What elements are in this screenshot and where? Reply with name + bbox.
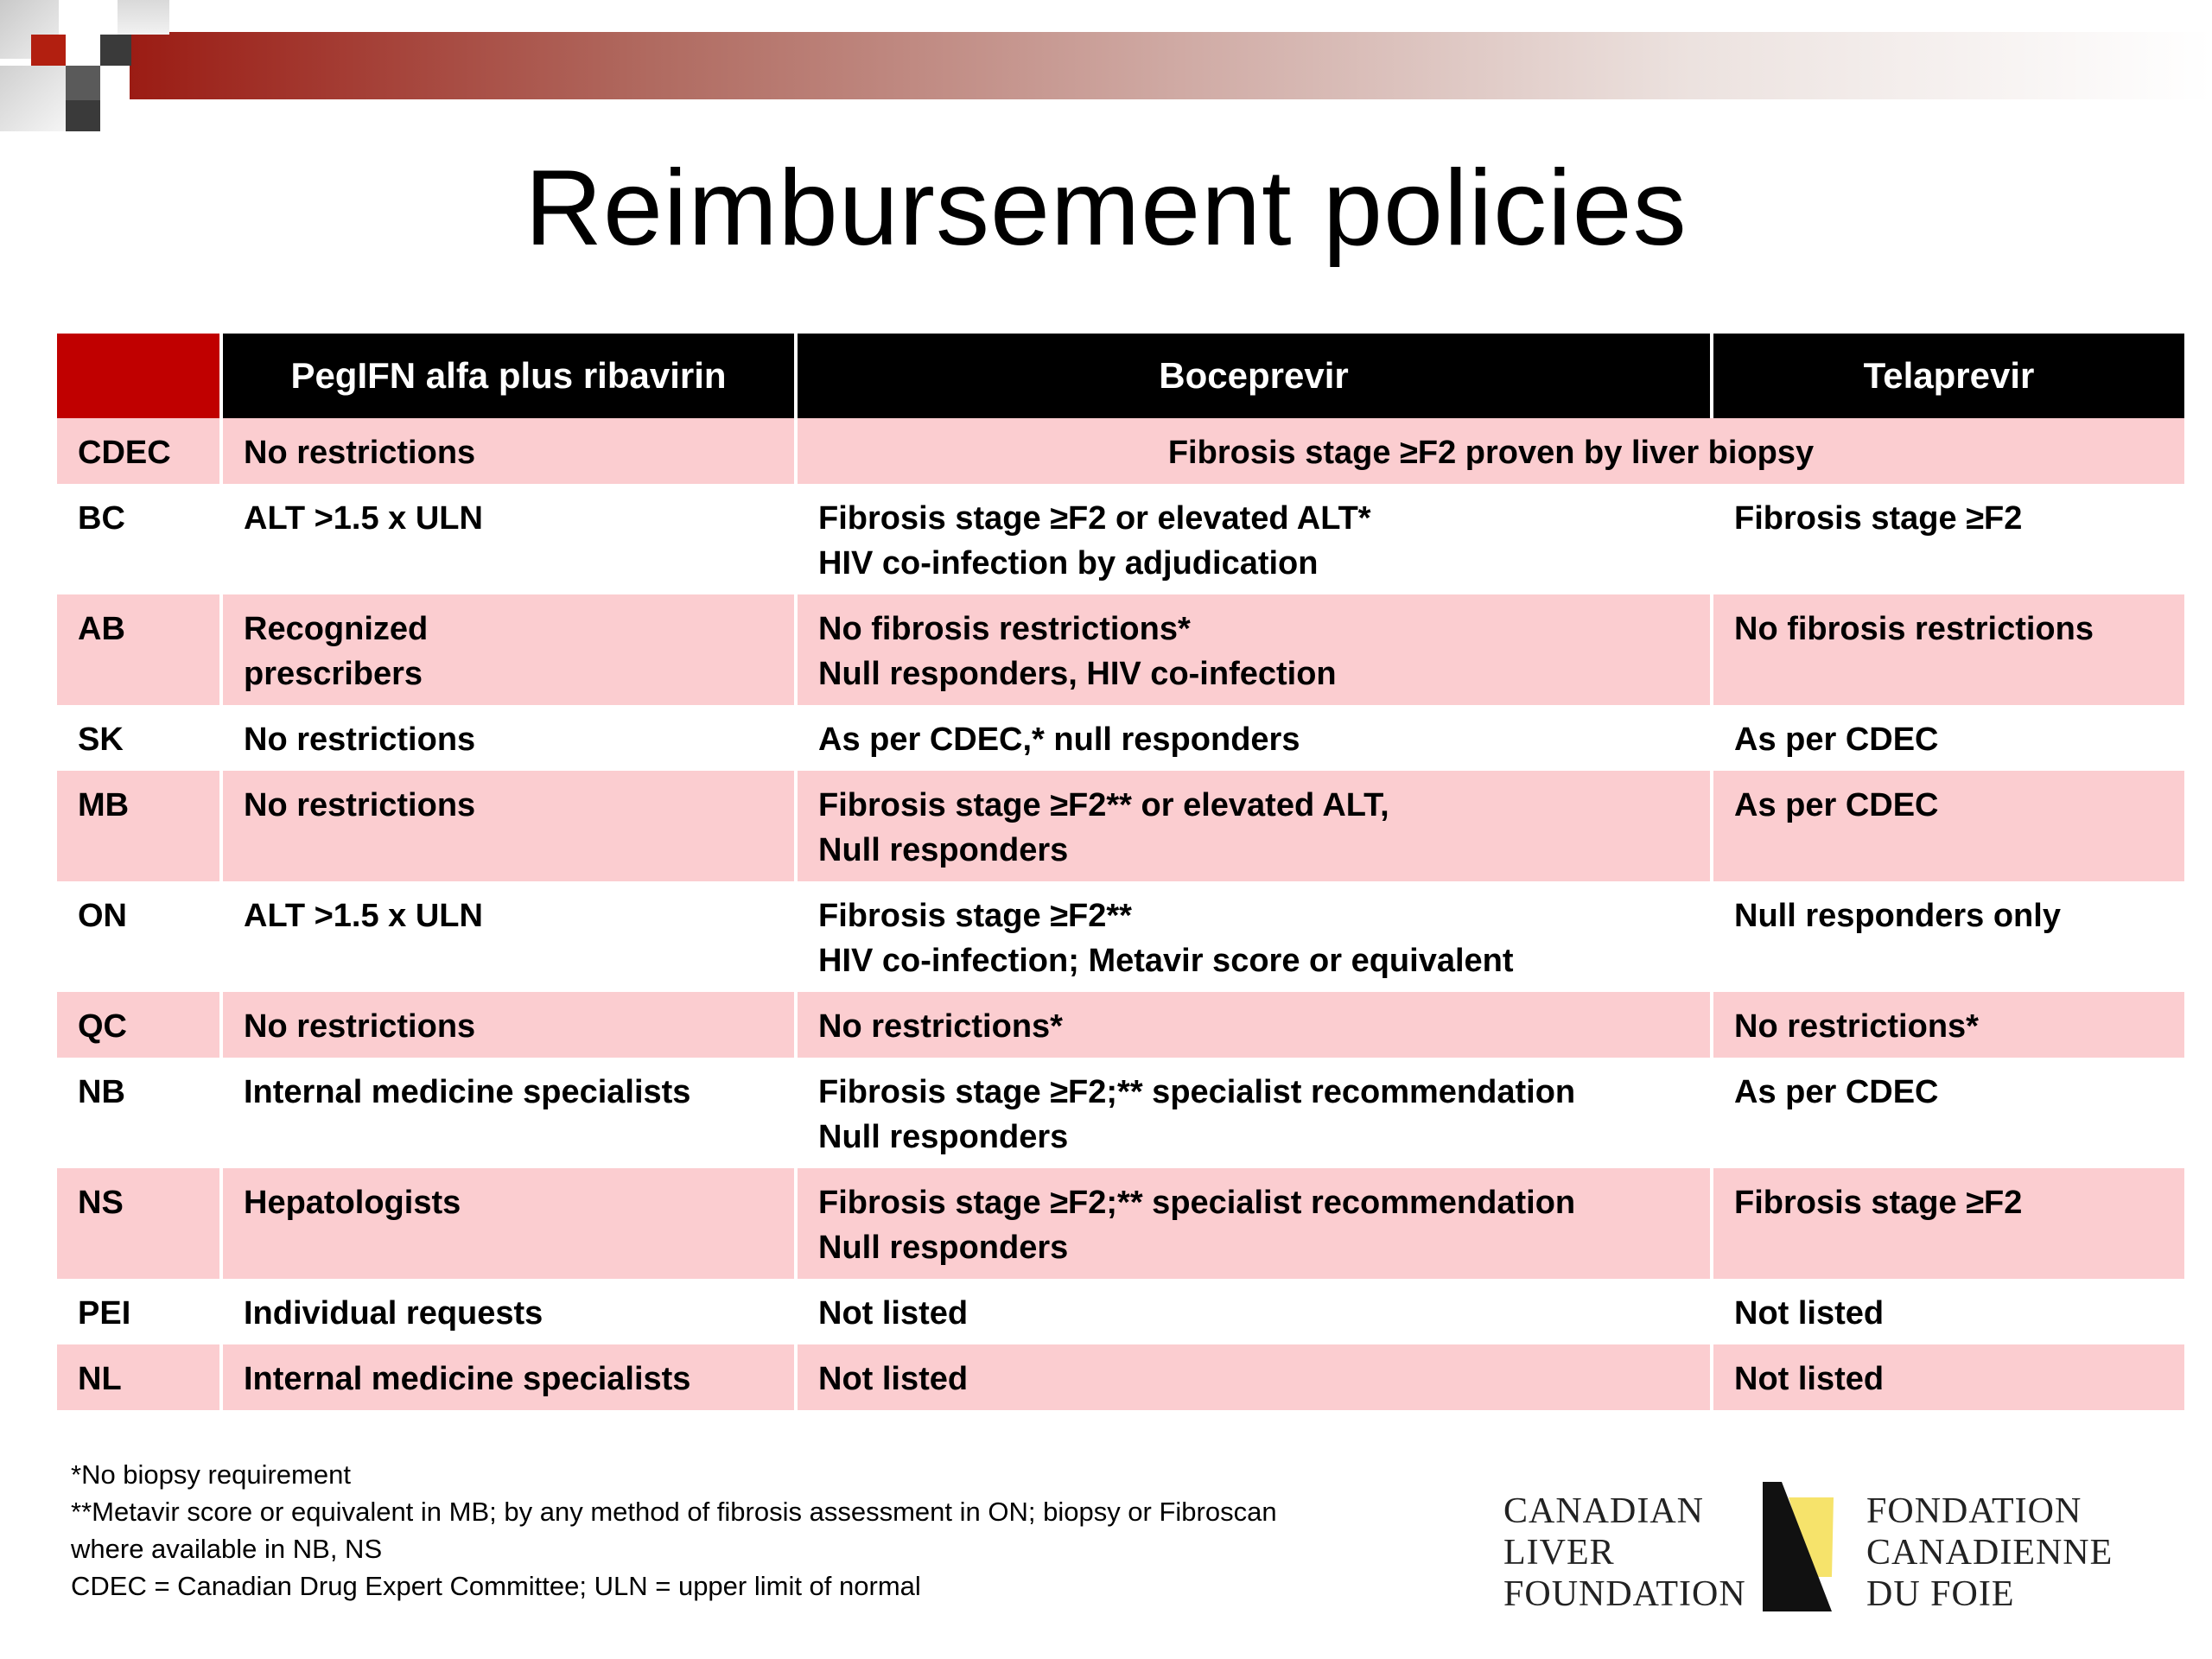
title-decoration-band bbox=[130, 32, 2212, 99]
pegifn-cell bbox=[221, 594, 796, 705]
header-pegifn: PegIFN alfa plus ribavirin bbox=[221, 334, 796, 418]
table-header-row bbox=[57, 334, 2184, 418]
footnote: *No biopsy requirement bbox=[71, 1459, 351, 1490]
header-corner-cell bbox=[57, 334, 221, 418]
province-code-cell: BC bbox=[57, 484, 221, 594]
telaprevir-cell bbox=[1712, 1279, 2184, 1344]
cell-text-line: No restrictions bbox=[244, 435, 476, 471]
cell-text-line: No restrictions* bbox=[818, 1008, 1063, 1045]
table-row bbox=[57, 992, 2184, 1058]
cell-text-line: ALT >1.5 x ULN bbox=[244, 500, 483, 537]
telaprevir-cell bbox=[1712, 1168, 2184, 1279]
cell-text-line: Internal medicine specialists bbox=[244, 1074, 691, 1110]
pegifn-cell bbox=[221, 1279, 796, 1344]
cell-text-line: No restrictions* bbox=[1734, 1008, 1979, 1045]
cell-text-line: As per CDEC bbox=[1734, 787, 1939, 823]
telaprevir-cell bbox=[1712, 1058, 2184, 1168]
province-code-cell: SK bbox=[57, 705, 221, 771]
cell-text-line: Null responders only bbox=[1734, 898, 2061, 934]
logo-french-text bbox=[1866, 1491, 2113, 1615]
province-code-cell: CDEC bbox=[57, 418, 221, 484]
cell-text-line: Null responders, HIV co-infection bbox=[818, 656, 1337, 692]
header-telaprevir: Telaprevir bbox=[1712, 334, 2184, 418]
cell-text-line: No restrictions bbox=[244, 1008, 476, 1045]
province-code-cell: NS bbox=[57, 1168, 221, 1279]
liver-logo-mark-icon bbox=[1763, 1482, 1849, 1611]
pegifn-cell bbox=[221, 771, 796, 881]
logo-text-line: LIVER bbox=[1503, 1533, 1615, 1573]
footnote: **Metavir score or equivalent in MB; by any method of fibrosis assessment in ON; biopsy or Fibroscan bbox=[71, 1497, 1277, 1527]
telaprevir-cell bbox=[1712, 705, 2184, 771]
cell-text-line: Individual requests bbox=[244, 1295, 543, 1332]
table-row bbox=[57, 418, 2184, 484]
table-row bbox=[57, 1344, 2184, 1410]
boceprevir-cell bbox=[796, 1344, 1712, 1410]
cell-text-line: Fibrosis stage ≥F2 bbox=[1734, 500, 2023, 537]
cell-text-line: No fibrosis restrictions* bbox=[818, 611, 1191, 647]
cell-text-line: Recognized bbox=[244, 611, 429, 647]
cell-text-line: Hepatologists bbox=[244, 1185, 461, 1221]
logo-text-line: FOUNDATION bbox=[1503, 1574, 1746, 1614]
reimbursement-table bbox=[57, 334, 2184, 1410]
cell-text-line: Not listed bbox=[1734, 1295, 1885, 1332]
cell-text-line: Null responders bbox=[818, 1119, 1069, 1155]
telaprevir-cell bbox=[1712, 881, 2184, 992]
header-boceprevir: Boceprevir bbox=[796, 334, 1712, 418]
logo-text-line: FONDATION bbox=[1866, 1491, 2082, 1531]
boceprevir-cell bbox=[796, 705, 1712, 771]
cell-text-line: As per CDEC bbox=[1734, 1074, 1939, 1110]
cell-text-line: Null responders bbox=[818, 832, 1069, 868]
canadian-liver-foundation-logo bbox=[1503, 1482, 2160, 1620]
pegifn-cell bbox=[221, 418, 796, 484]
table-row bbox=[57, 705, 2184, 771]
province-code-cell: AB bbox=[57, 594, 221, 705]
cell-text-line: Fibrosis stage ≥F2;** specialist recommendation bbox=[818, 1185, 1576, 1221]
cell-text-line: As per CDEC bbox=[1734, 721, 1939, 758]
pegifn-cell bbox=[221, 1058, 796, 1168]
cell-text-line: Internal medicine specialists bbox=[244, 1361, 691, 1397]
logo-text-line: DU FOIE bbox=[1866, 1574, 2015, 1614]
pegifn-cell bbox=[221, 881, 796, 992]
cell-text-line: HIV co-infection by adjudication bbox=[818, 545, 1319, 582]
footnote: where available in NB, NS bbox=[71, 1534, 383, 1564]
cell-text-line: Null responders bbox=[818, 1230, 1069, 1266]
province-code-cell: ON bbox=[57, 881, 221, 992]
cell-text-line: prescribers bbox=[244, 656, 423, 692]
table-row bbox=[57, 1058, 2184, 1168]
pegifn-cell bbox=[221, 992, 796, 1058]
footnotes bbox=[71, 1456, 1453, 1605]
cell-text-line: Fibrosis stage ≥F2 or elevated ALT* bbox=[818, 500, 1371, 537]
cell-text-line: No restrictions bbox=[244, 787, 476, 823]
province-code-cell: QC bbox=[57, 992, 221, 1058]
boceprevir-cell bbox=[796, 1058, 1712, 1168]
cell-text-line: Fibrosis stage ≥F2** bbox=[818, 898, 1132, 934]
province-code-cell: PEI bbox=[57, 1279, 221, 1344]
page-title: Reimbursement policies bbox=[524, 149, 1688, 268]
cell-text-line: ALT >1.5 x ULN bbox=[244, 898, 483, 934]
telaprevir-cell bbox=[1712, 594, 2184, 705]
table-row bbox=[57, 484, 2184, 594]
boceprevir-cell bbox=[796, 594, 1712, 705]
boceprevir-cell bbox=[796, 1168, 1712, 1279]
province-code-cell: NL bbox=[57, 1344, 221, 1410]
telaprevir-cell bbox=[1712, 484, 2184, 594]
cell-text-line: Fibrosis stage ≥F2** or elevated ALT, bbox=[818, 787, 1389, 823]
table-row bbox=[57, 881, 2184, 992]
cell-text-line: As per CDEC,* null responders bbox=[818, 721, 1300, 758]
province-code-cell: NB bbox=[57, 1058, 221, 1168]
cell-text-line: HIV co-infection; Metavir score or equivalent bbox=[818, 943, 1514, 979]
table-row bbox=[57, 771, 2184, 881]
telaprevir-cell bbox=[1712, 992, 2184, 1058]
logo-text-line: CANADIAN bbox=[1503, 1491, 1704, 1531]
telaprevir-cell bbox=[1712, 771, 2184, 881]
cell-text-line: Not listed bbox=[818, 1295, 969, 1332]
table-row bbox=[57, 1279, 2184, 1344]
pegifn-cell bbox=[221, 705, 796, 771]
cell-text-line: No restrictions bbox=[244, 721, 476, 758]
table-row bbox=[57, 1168, 2184, 1279]
cell-text-line: Not listed bbox=[818, 1361, 969, 1397]
cell-text-line: No fibrosis restrictions bbox=[1734, 611, 2094, 647]
cell-text-line: Fibrosis stage ≥F2 bbox=[1734, 1185, 2023, 1221]
pegifn-cell bbox=[221, 484, 796, 594]
boceprevir-cell bbox=[796, 771, 1712, 881]
boceprevir-telaprevir-merged-cell: Fibrosis stage ≥F2 proven by liver biopsy bbox=[796, 418, 2184, 484]
province-code-cell: MB bbox=[57, 771, 221, 881]
pegifn-cell bbox=[221, 1344, 796, 1410]
cell-text-line: Not listed bbox=[1734, 1361, 1885, 1397]
boceprevir-cell bbox=[796, 1279, 1712, 1344]
boceprevir-cell bbox=[796, 992, 1712, 1058]
footnote: CDEC = Canadian Drug Expert Committee; ULN = upper limit of normal bbox=[71, 1571, 921, 1601]
table-row bbox=[57, 594, 2184, 705]
cell-text-line: Fibrosis stage ≥F2;** specialist recommendation bbox=[818, 1074, 1576, 1110]
boceprevir-cell bbox=[796, 881, 1712, 992]
logo-text-line: CANADIENNE bbox=[1866, 1533, 2113, 1573]
boceprevir-cell bbox=[796, 484, 1712, 594]
telaprevir-cell bbox=[1712, 1344, 2184, 1410]
logo-english-text bbox=[1503, 1491, 1746, 1615]
pegifn-cell bbox=[221, 1168, 796, 1279]
